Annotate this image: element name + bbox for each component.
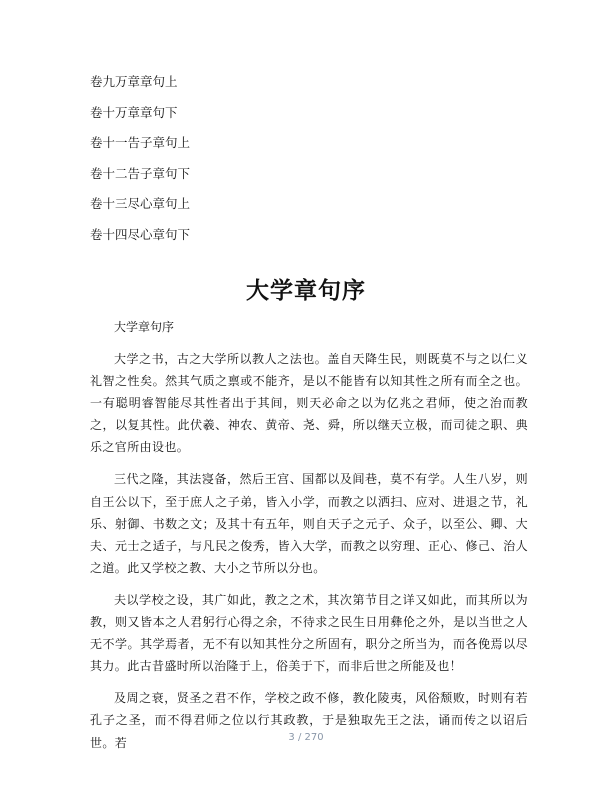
page-number: 3 / 270 xyxy=(288,732,324,743)
paragraph: 大学之书，古之大学所以教人之法也。盖自天降生民，则既莫不与之以仁义礼智之性矣。然其气质之禀或不能齐，是以不能皆有以知其性之所有而全之也。一有聪明睿智能尽其性者出于其间，则天必命之以为亿兆之君师，使之治而教之，以复其性。此伏羲、神农、黄帝、尧、舜，所以继天立极，而司徒之职、典乐之官所由设也。 xyxy=(90,352,528,455)
section-subheading: 大学章句序 xyxy=(114,320,175,334)
paragraph: 三代之隆，其法寖备，然后王宫、国都以及闾巷，莫不有学。人生八岁，则自王公以下，至于庶人之子弟，皆入小学，而教之以洒扫、应对、进退之节，礼乐、射御、书数之文；及其十有五年，则自天子之元子、众子，以至公、卿、大夫、元士之适子，与凡民之俊秀，皆入大学，而教之以穷理、正心、修己、治人之道。此又学校之教、大小之节所以分也。 xyxy=(90,472,528,575)
section-title: 大学章句序 xyxy=(246,277,366,304)
toc-item[interactable]: 卷十三尽心章句上 xyxy=(90,196,191,212)
toc-item[interactable]: 卷十万章章句下 xyxy=(90,104,178,120)
toc-item[interactable]: 卷十一告子章句上 xyxy=(90,135,191,151)
toc-item[interactable]: 卷十四尽心章句下 xyxy=(90,226,191,242)
body-text xyxy=(90,348,528,764)
table-of-contents xyxy=(90,72,530,256)
paragraph: 夫以学校之设，其广如此，教之之术，其次第节目之详又如此，而其所以为教，则又皆本之人君躬行心得之余，不待求之民生日用彝伦之外，是以当世之人无不学。其学焉者，无不有以知其性分之所固有，职分之所当为，而各俛焉以尽其力。此古昔盛时所以治隆于上，俗美于下，而非后世之所能及也！ xyxy=(90,592,528,674)
toc-item[interactable]: 卷十二告子章句下 xyxy=(90,165,191,181)
toc-item[interactable]: 卷九万章章句上 xyxy=(90,74,178,89)
paragraph: 及周之衰，贤圣之君不作，学校之政不修，教化陵夷，风俗颓败，时则有若孔子之圣，而不得君师之位以行其政教，于是独取先王之法，诵而传之以诏后世。若 xyxy=(90,691,528,750)
